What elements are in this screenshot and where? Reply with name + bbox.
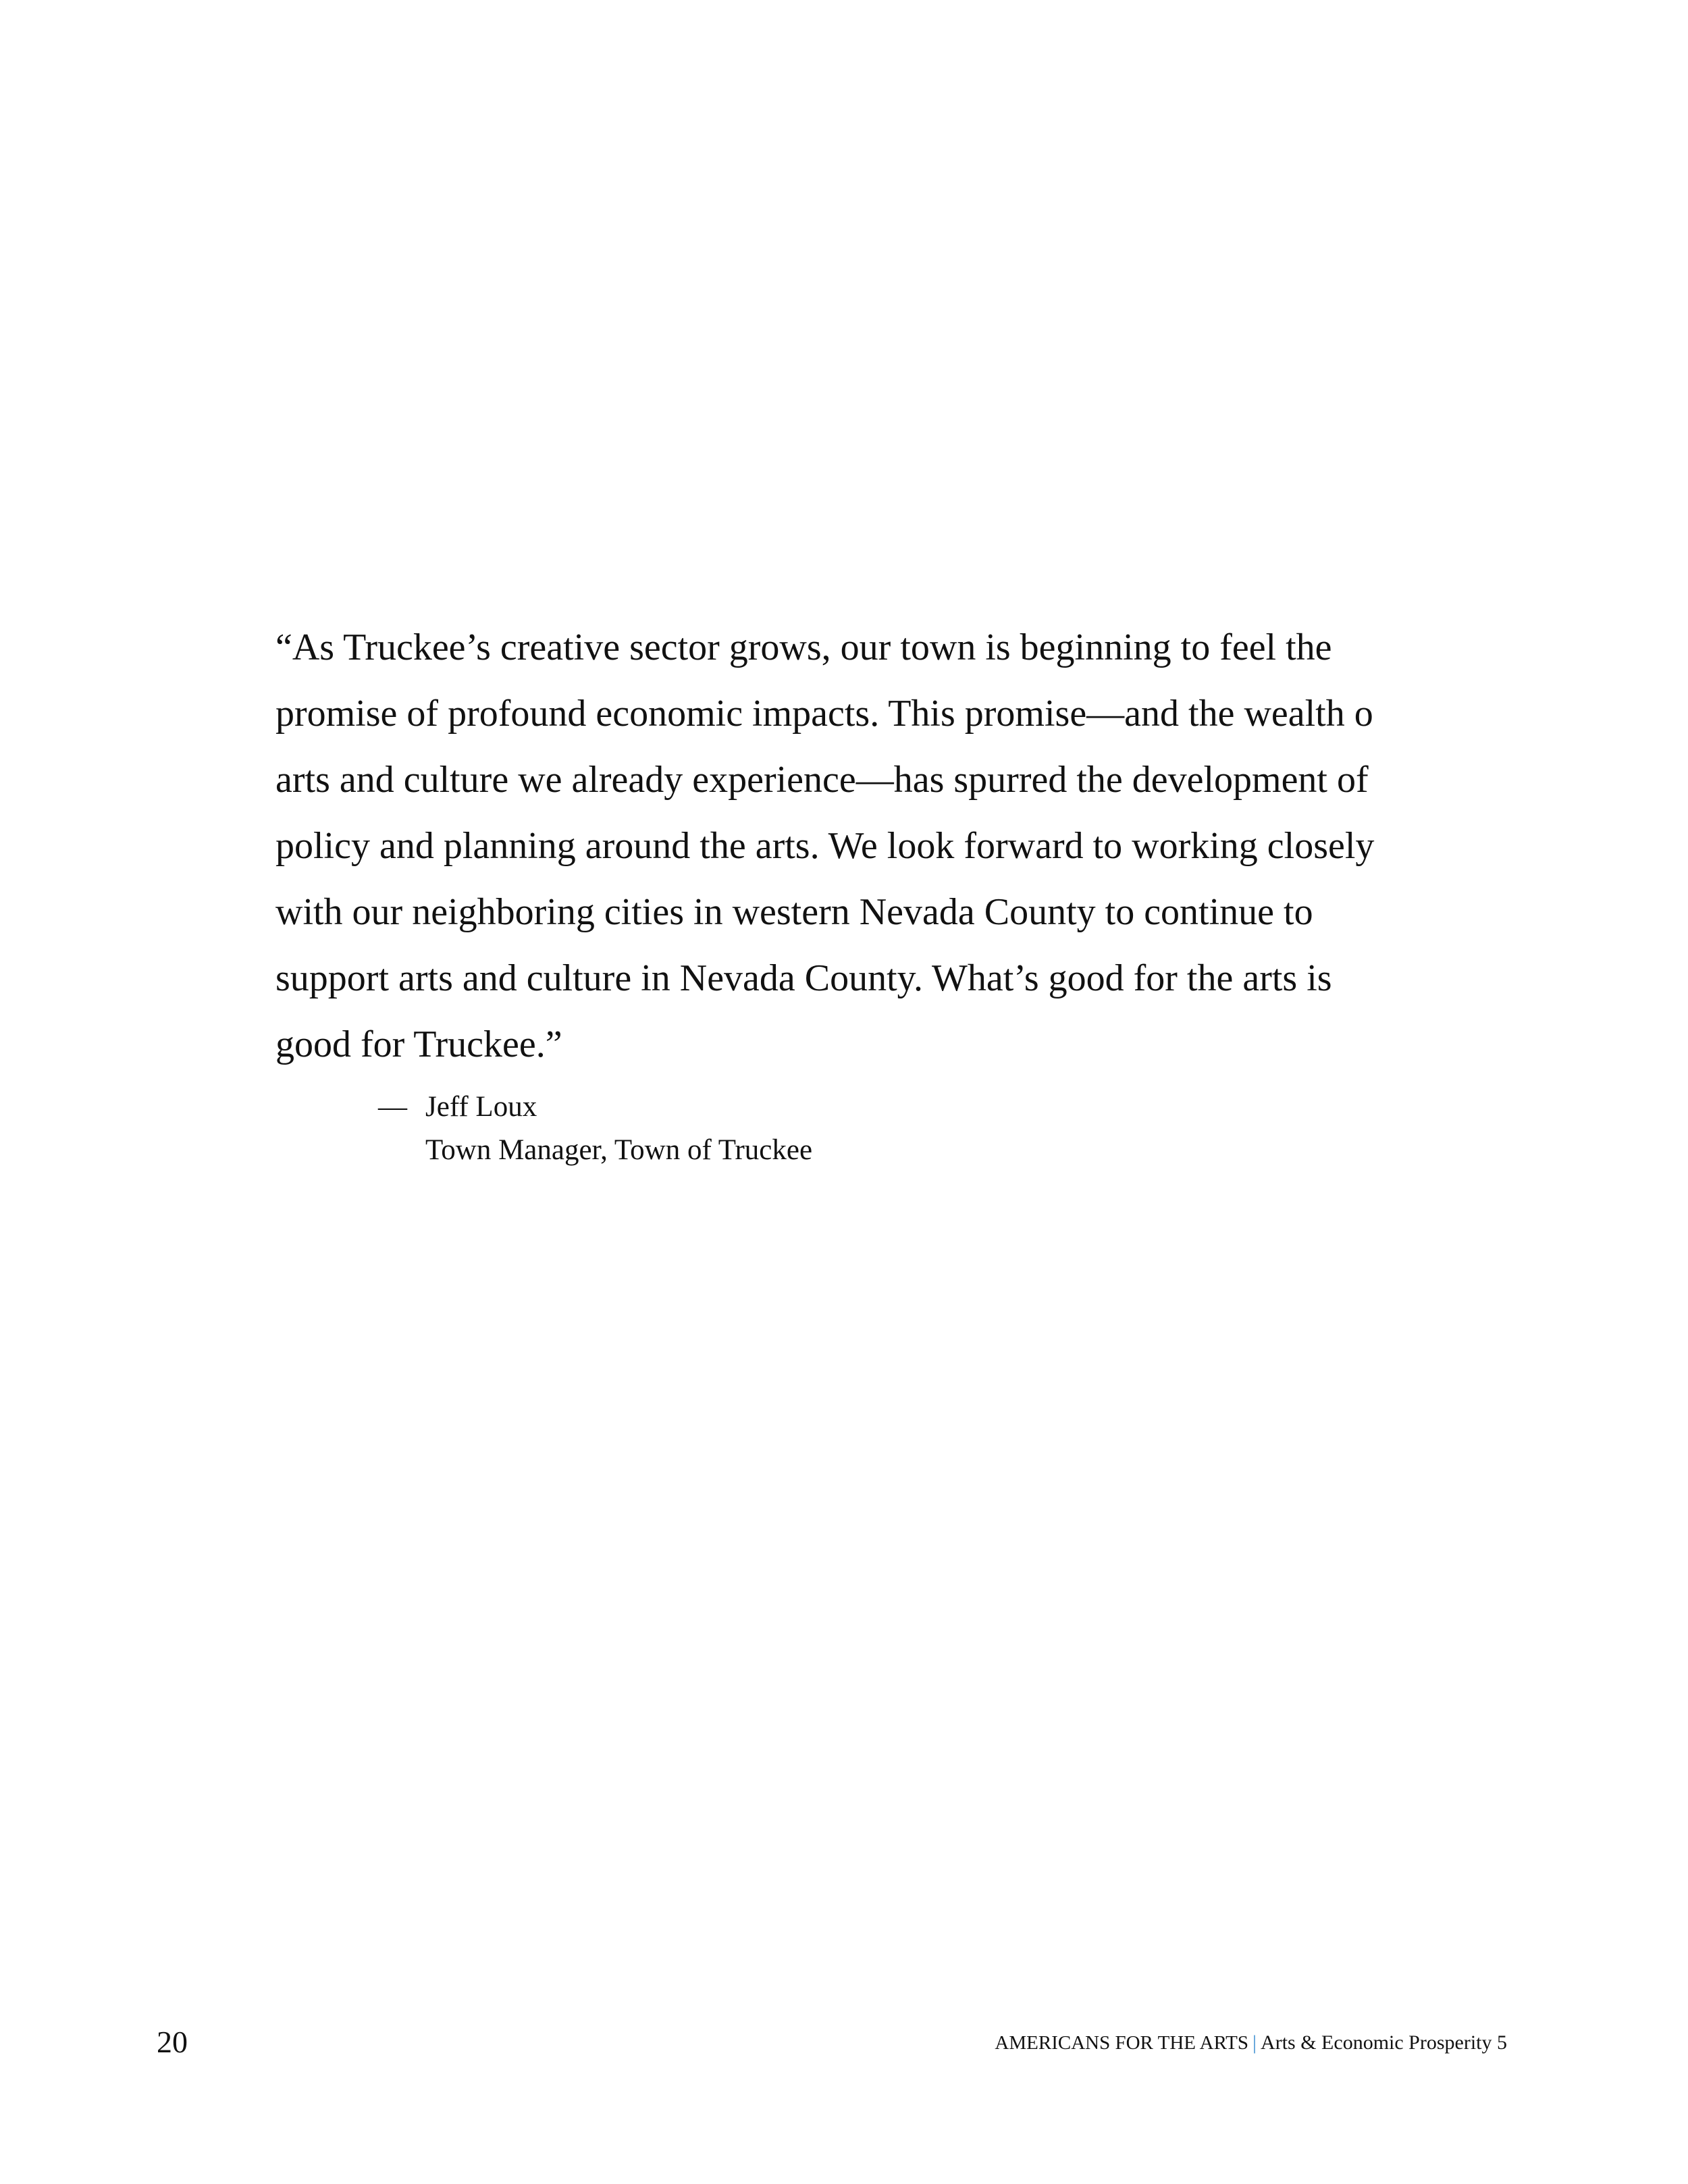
- page-number: 20: [157, 2025, 188, 2059]
- attribution-name-row: [378, 1086, 812, 1129]
- quote-line: good for Truckee.”: [275, 1023, 562, 1065]
- em-dash: —: [378, 1091, 407, 1123]
- footer-publication: Arts & Economic Prosperity 5: [1261, 2031, 1507, 2054]
- speaker-title: Town Manager, Town of Truckee: [425, 1134, 813, 1166]
- running-footer: [995, 2027, 1507, 2058]
- pull-quote: [275, 614, 1423, 1077]
- speaker-name: Jeff Loux: [425, 1091, 537, 1123]
- quote-line: with our neighboring cities in western Nevada County to continue to: [275, 891, 1313, 933]
- quote-line: support arts and culture in Nevada County. What’s good for the arts is: [275, 957, 1332, 999]
- quote-attribution: [378, 1086, 812, 1172]
- footer-separator: |: [1252, 2031, 1257, 2054]
- quote-line: arts and culture we already experience—has spurred the development of: [275, 759, 1369, 801]
- quote-line: policy and planning around the arts. We look forward to working closely: [275, 825, 1375, 867]
- footer-organization: AMERICANS FOR THE ARTS: [995, 2032, 1249, 2054]
- quote-line: “As Truckee’s creative sector grows, our town is beginning to feel the: [275, 627, 1332, 668]
- quote-line: promise of profound economic impacts. This promise—and the wealth o: [275, 693, 1373, 735]
